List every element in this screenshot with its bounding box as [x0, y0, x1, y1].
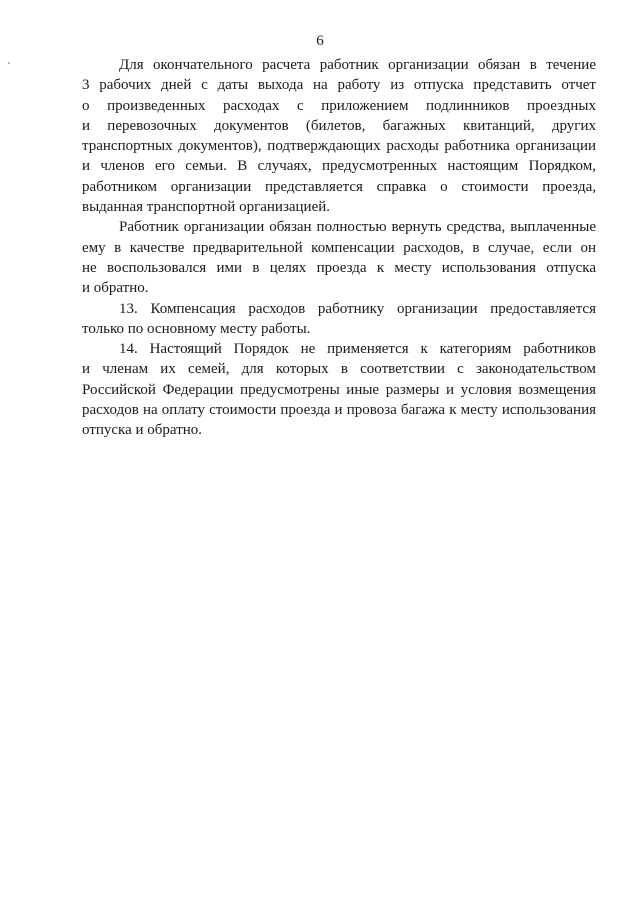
paragraph-refund [82, 217, 596, 298]
text-line: 14. Настоящий Порядок не применяется к категориям работников [119, 341, 596, 358]
text-line: Российской Федерации предусмотрены иные размеры и условия возмещения [82, 381, 596, 398]
text-line: не воспользовался ими в целях проезда к месту использования отпуска [82, 259, 596, 276]
text-line: и перевозочных документов (билетов, багажных квитанций, других [82, 117, 596, 134]
text-line: транспортных документов), подтверждающих расходы работника организации [82, 138, 596, 155]
page-number: 6 [316, 33, 324, 49]
paragraph-final-report [82, 55, 596, 217]
text-line: и обратно. [82, 280, 149, 297]
text-line: отпуска и обратно. [82, 422, 203, 439]
text-line: ему в качестве предварительной компенсации расходов, в случае, если он [82, 239, 596, 256]
text-line: о произведенных расходах с приложением подлинников проездных [82, 97, 596, 114]
paragraph-item-14 [82, 339, 596, 440]
text-line: и членов его семьи. В случаях, предусмотренных настоящим Порядком, [82, 158, 596, 175]
text-line: работником организации представляется справка о стоимости проезда, [82, 178, 596, 195]
text-line: выданная транспортной организацией. [82, 199, 331, 216]
scan-mark [8, 62, 10, 64]
text-line: 3 рабочих дней с даты выхода на работу из отпуска представить отчет [82, 77, 596, 94]
paragraph-item-13 [82, 299, 596, 340]
text-line: только по основному месту работы. [82, 320, 311, 337]
text-line: Работник организации обязан полностью вернуть средства, выплаченные [119, 219, 596, 236]
text-line: и членам их семей, для которых в соответствии с законодательством [82, 361, 596, 378]
text-line: расходов на оплату стоимости проезда и провоза багажа к месту использования [82, 402, 596, 419]
document-body [82, 55, 596, 441]
text-line: 13. Компенсация расходов работнику организации предоставляется [119, 300, 596, 317]
text-line: Для окончательного расчета работник организации обязан в течение [119, 57, 596, 73]
